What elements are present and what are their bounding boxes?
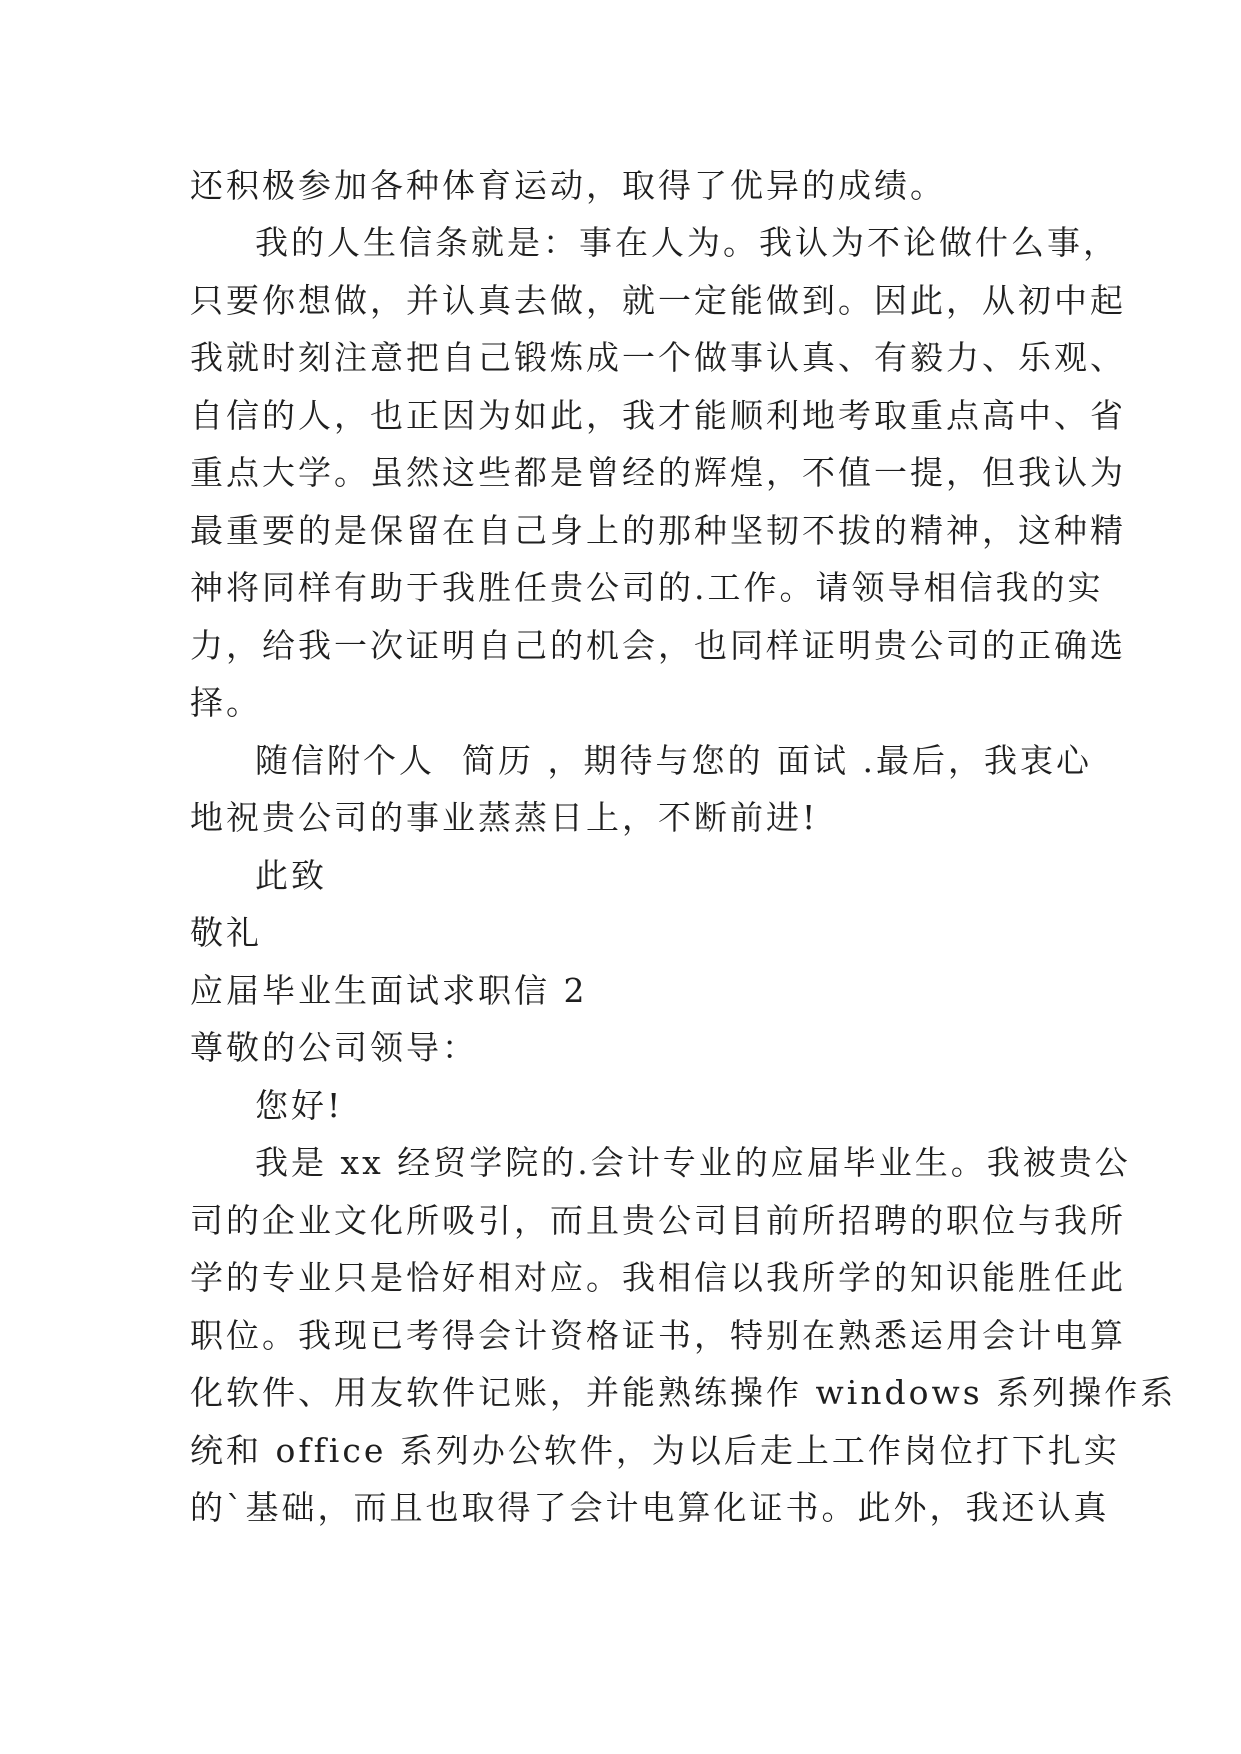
text-line: 我的人生信条就是：事在人为。我认为不论做什么事，: [255, 223, 1119, 262]
text-line: 只要你想做，并认真去做，就一定能做到。因此，从初中起: [190, 281, 1126, 320]
text-line: 统和 office 系列办公软件，为以后走上工作岗位打下扎实: [190, 1431, 1120, 1470]
closing-line: 敬礼: [190, 913, 262, 952]
text-line: 学的专业只是恰好相对应。我相信以我所学的知识能胜任此: [190, 1258, 1126, 1297]
text-line: 地祝贵公司的事业蒸蒸日上，不断前进!: [190, 798, 819, 837]
text-line: 我就时刻注意把自己锻炼成一个做事认真、有毅力、乐观、: [190, 338, 1126, 377]
text-line: 职位。我现已考得会计资格证书，特别在熟悉运用会计电算: [190, 1316, 1126, 1355]
text-line: 重点大学。虽然这些都是曾经的辉煌，不值一提，但我认为: [190, 453, 1126, 492]
text-line: 司的企业文化所吸引，而且贵公司目前所招聘的职位与我所: [190, 1201, 1126, 1240]
greeting: 您好!: [255, 1086, 344, 1125]
text-line: 最重要的是保留在自己身上的那种坚韧不拔的精神，这种精: [190, 511, 1126, 550]
text-line: 神将同样有助于我胜任贵公司的.工作。请领导相信我的实: [190, 568, 1104, 607]
text-line: 力，给我一次证明自己的机会，也同样证明贵公司的正确选: [190, 626, 1126, 665]
closing-line: 此致: [255, 856, 327, 895]
section-heading: 应届毕业生面试求职信 2: [190, 971, 588, 1010]
text-line: 随信附个人 简历 ，期待与您的 面试 .最后，我衷心: [255, 741, 1092, 780]
salutation: 尊敬的公司领导：: [190, 1028, 478, 1067]
text-line: 还积极参加各种体育运动，取得了优异的成绩。: [190, 166, 946, 205]
text-line: 择。: [190, 683, 262, 722]
text-line: 的`基础，而且也取得了会计电算化证书。此外，我还认真: [190, 1488, 1110, 1527]
text-line: 我是 xx 经贸学院的.会计专业的应届毕业生。我被贵公: [255, 1143, 1131, 1182]
text-line: 自信的人，也正因为如此，我才能顺利地考取重点高中、省: [190, 396, 1126, 435]
text-line: 化软件、用友软件记账，并能熟练操作 windows 系列操作系: [190, 1373, 1177, 1412]
